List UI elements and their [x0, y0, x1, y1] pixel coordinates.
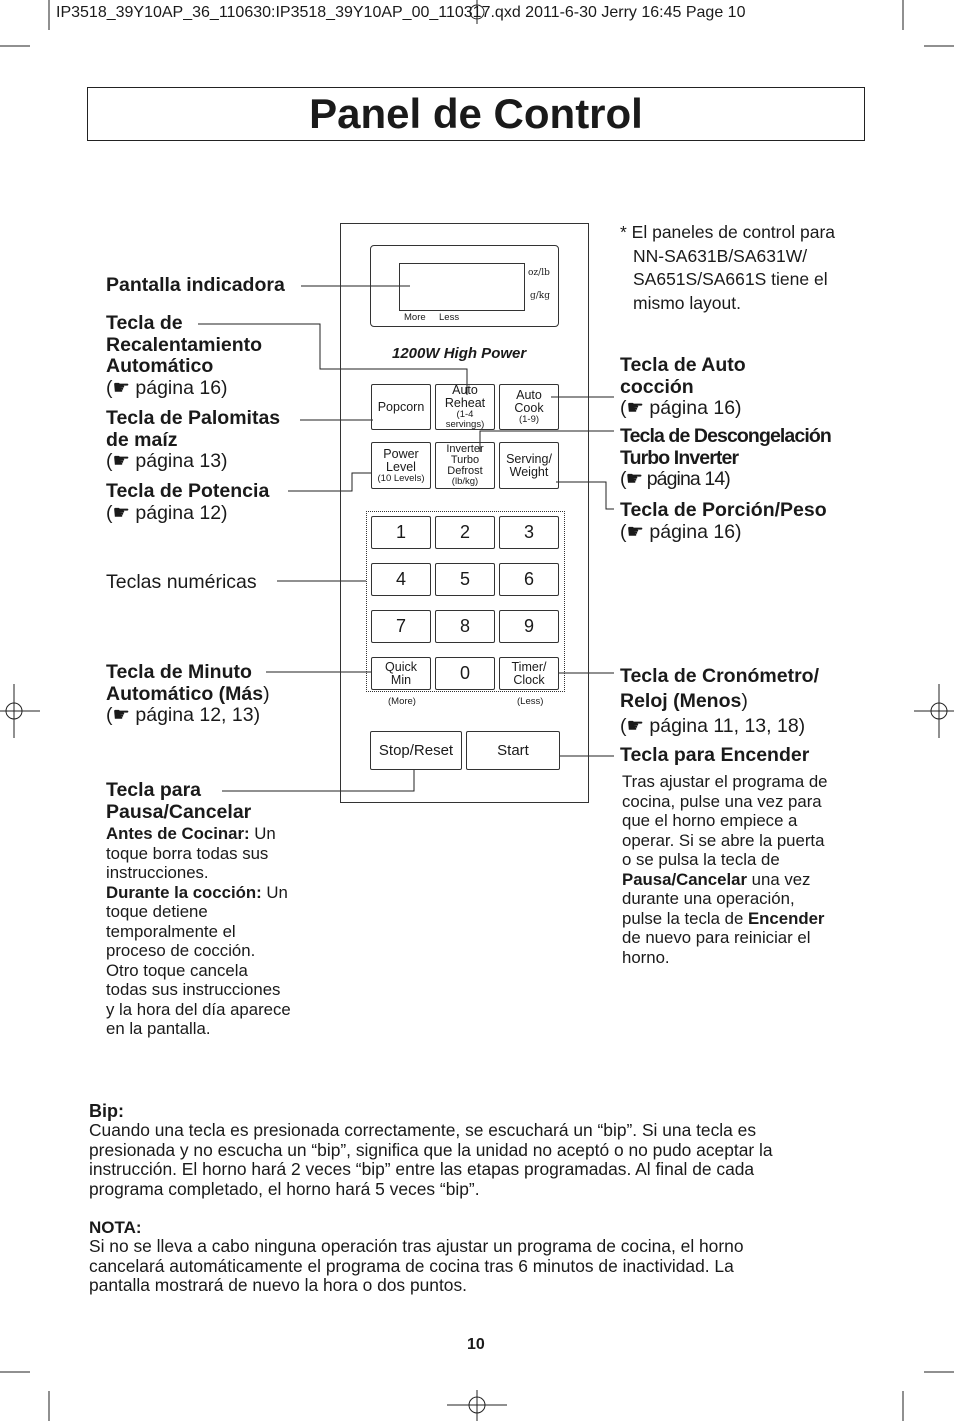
title-box: [87, 87, 865, 141]
key-7[interactable]: 7: [371, 610, 431, 643]
label-auto-cook: Tecla de Auto cocción (☛ página 16): [620, 354, 746, 419]
display-more: More: [404, 312, 426, 323]
auto-cook-key[interactable]: Auto Cook (1-9): [499, 384, 559, 430]
stop-reset-description: Antes de Cocinar: Un toque borra todas sus instrucciones. Durante la cocción: Un toque detiene temporalmente el proceso de cocción. Otro toque cancela todas sus instrucciones y la hora del día aparece en la pantalla.: [106, 824, 291, 1038]
label-auto-reheat: Tecla de Recalentamiento Automático (☛ página 16): [106, 312, 263, 399]
timer-clock-key[interactable]: Timer/ Clock: [499, 657, 559, 690]
unit-oz-lb: oz/lb: [528, 268, 550, 278]
display-screen: [399, 263, 525, 311]
key-8[interactable]: 8: [435, 610, 495, 643]
quick-min-key[interactable]: Quick Min: [371, 657, 431, 690]
inverter-defrost-key[interactable]: Inverter Turbo Defrost (lb/kg): [435, 442, 495, 489]
bip-heading: Bip:: [89, 1101, 124, 1121]
label-start: Tecla para Encender: [620, 744, 810, 766]
power-rating: 1200W High Power: [392, 345, 527, 362]
display-less: Less: [439, 312, 460, 323]
key-4[interactable]: 4: [371, 563, 431, 596]
page-number: 10: [467, 1336, 485, 1353]
key-3[interactable]: 3: [499, 516, 559, 549]
label-inverter-defrost: Tecla de Descongelación Turbo Inverter (☛ página 14): [620, 425, 831, 490]
layout-note: * El paneles de control para NN-SA631B/SA631W/ SA651S/SA661S tiene el mismo layout.: [620, 222, 835, 313]
page-title: Panel de Control: [309, 90, 643, 137]
auto-reheat-key[interactable]: Auto Reheat (1-4 servings): [435, 384, 495, 430]
label-popcorn: Tecla de Palomitas de maíz (☛ página 13): [106, 407, 281, 472]
label-stop-reset: Tecla para Pausa/Cancelar: [106, 779, 252, 823]
power-level-key[interactable]: Power Level (10 Levels): [371, 442, 431, 489]
more-caption: (More): [388, 696, 416, 707]
key-6[interactable]: 6: [499, 563, 559, 596]
file-header: IP3518_39Y10AP_36_110630:IP3518_39Y10AP_00_110317.qxd 2011-6-30 Jerry 16:45 Page 10: [56, 4, 746, 21]
nota-heading: NOTA:: [89, 1218, 142, 1237]
key-1[interactable]: 1: [371, 516, 431, 549]
label-display: Pantalla indicadora: [106, 274, 285, 296]
key-2[interactable]: 2: [435, 516, 495, 549]
label-number-keys: Teclas numéricas: [106, 571, 257, 593]
label-serving-weight: Tecla de Porción/Peso (☛ página 16): [620, 499, 827, 543]
label-quick-min: Tecla de Minuto Automático (Más) (☛ página 12, 13): [106, 661, 270, 726]
key-9[interactable]: 9: [499, 610, 559, 643]
key-5[interactable]: 5: [435, 563, 495, 596]
start-description: Tras ajustar el programa de cocina, pulse una vez para que el horno empiece a operar. Si se abre la puerta o se pulsa la tecla de Pausa/Cancelar una vez durante una operación, pulse la tecla de Encender de nuevo para reiniciar el horno.: [622, 772, 828, 967]
popcorn-key[interactable]: Popcorn: [371, 384, 431, 430]
label-timer-clock: Tecla de Cronómetro/ Reloj (Menos) (☛ página 11, 13, 18): [620, 665, 820, 737]
key-0[interactable]: 0: [435, 657, 495, 690]
bip-section: Bip: Cuando una tecla es presionada correctamente, se escuchará un “bip”. Si una tecla es presionada y no escucha un “bip”, significa que la unidad no aceptó o no pudo aceptar la instrucción. El horno hará 2 veces “bip” entre las etapas programadas. Al final de cada programa completado, el horno hará 5 veces “bip”.: [89, 1101, 889, 1199]
nota-section: NOTA: Si no se lleva a cabo ninguna operación tras ajustar un programa de cocina, el horno cancelará automáticamente el programa de cocina tras 6 minutos de inactividad. La pantalla mostrará de nuevo la hora o dos puntos.: [89, 1218, 889, 1296]
less-caption: (Less): [517, 696, 544, 707]
start-key[interactable]: Start: [466, 731, 560, 770]
serving-weight-key[interactable]: Serving/ Weight: [499, 442, 559, 489]
unit-g-kg: g/kg: [530, 291, 551, 301]
stop-reset-key[interactable]: Stop/Reset: [370, 731, 462, 770]
label-power-level: Tecla de Potencia (☛ página 12): [106, 480, 270, 524]
